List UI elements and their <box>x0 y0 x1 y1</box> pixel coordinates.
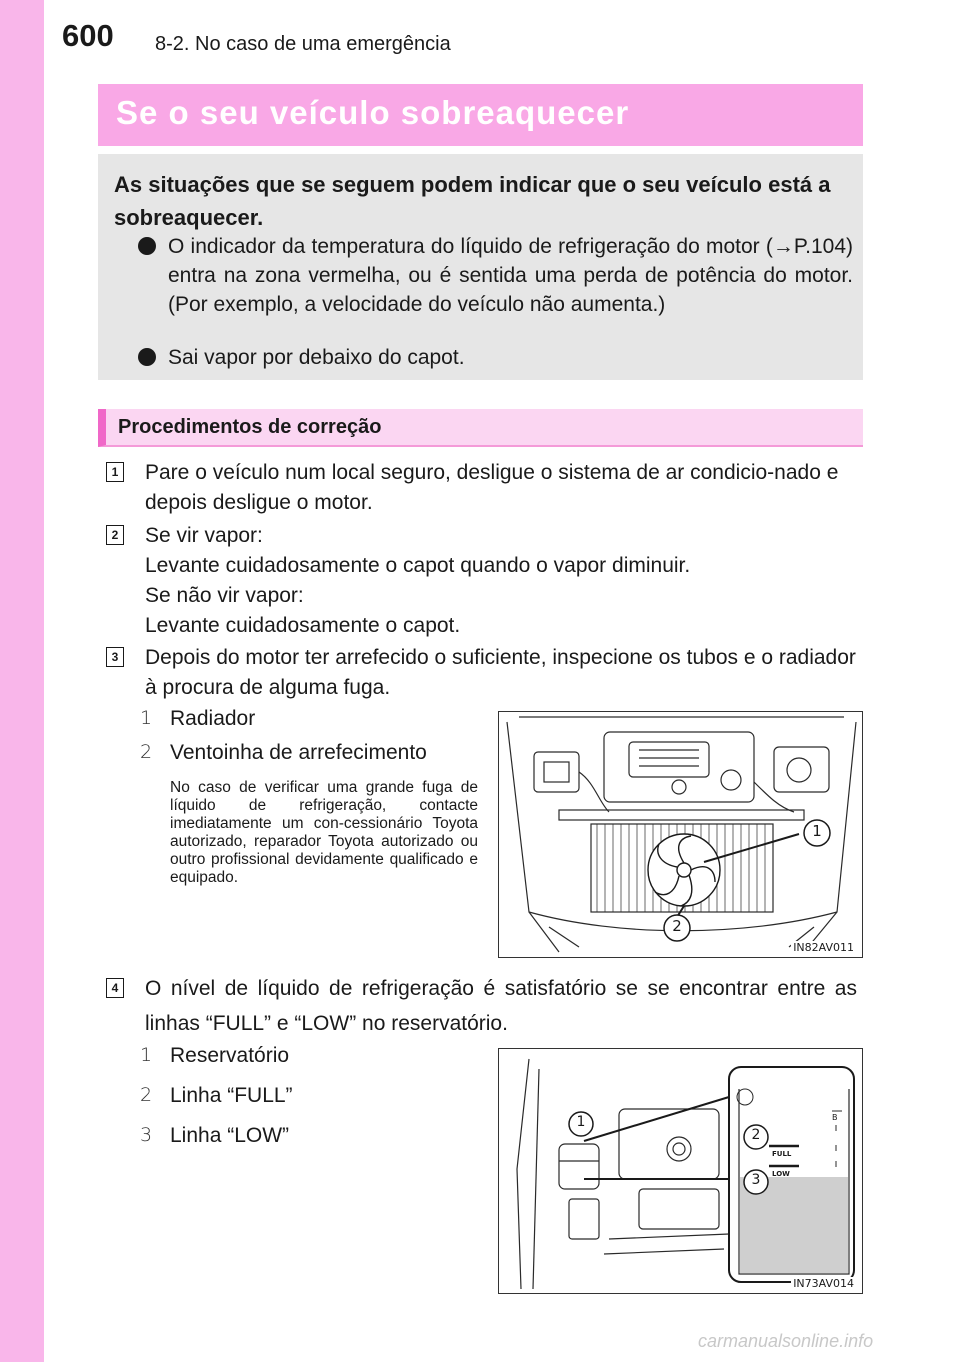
bullet-text: O indicador da temperatura do líquido de refrigeração do motor (→P.104) entra na zona vermelha, ou é sentida uma perda de potência do motor. (Por exemplo, a velocidade do veículo não aumenta.) <box>168 235 853 316</box>
procedures-heading: Procedimentos de correção <box>118 416 382 438</box>
title-bar <box>98 84 863 146</box>
info-bullet <box>138 343 853 372</box>
step-badge: 4 <box>106 978 124 998</box>
step-1-text: Pare o veículo num local seguro, desligue o sistema de ar condicio-nado e depois desligue o motor. <box>145 461 839 514</box>
callout-number: 2 <box>672 917 682 935</box>
step-2-line: Se não vir vapor: <box>145 584 304 607</box>
step-badge: 2 <box>106 525 124 545</box>
step-badge: 3 <box>106 647 124 667</box>
callout-number: 1 <box>576 1114 586 1130</box>
item-label: Linha “FULL” <box>170 1084 293 1107</box>
item-number: 1 <box>140 1044 153 1066</box>
item-label: Linha “LOW” <box>170 1124 290 1147</box>
full-line-label: FULL <box>772 1150 792 1158</box>
item-label: Ventoinha de arrefecimento <box>170 741 427 764</box>
warning-note: No caso de verificar uma grande fuga de líquido de refrigeração, contacte imediatamente um con-cessionário Toyota autorizado, reparador Toyota autorizado ou outro profissional devidamente qualificado e equipado. <box>170 779 478 886</box>
info-box <box>98 154 863 380</box>
side-tab-bar <box>0 0 44 1362</box>
info-bullet <box>138 232 853 319</box>
reservoir-illustration <box>498 1048 863 1294</box>
procedures-heading-bar <box>98 409 863 447</box>
page-title: Se o seu veículo sobreaquecer <box>116 94 630 131</box>
figure-code: IN73AV014 <box>793 1277 854 1290</box>
item-number: 2 <box>140 1084 153 1106</box>
step-2-line: Levante cuidadosamente o capot. <box>145 614 461 637</box>
section-label: 8-2. No caso de uma emergência <box>155 33 451 55</box>
page-number: 600 <box>62 18 114 53</box>
step-2-line: Se vir vapor: <box>145 524 263 547</box>
item-number: 1 <box>140 707 153 729</box>
bullet-icon <box>138 348 156 366</box>
step-4-text: O nível de líquido de refrigeração é satisfatório se se encontrar entre as linhas “FULL” e “LOW” no reservatório. <box>145 977 857 1035</box>
item-label: Radiador <box>170 707 256 730</box>
info-heading: As situações que se seguem podem indicar que o seu veículo está a sobreaquecer. <box>114 172 831 230</box>
bullet-text: Sai vapor por debaixo do capot. <box>168 346 465 369</box>
reservoir-drawing <box>499 1049 863 1294</box>
step-3-text: Depois do motor ter arrefecido o suficiente, inspecione os tubos e o radiador à procura de alguma fuga. <box>145 646 856 699</box>
step-badge: 1 <box>106 462 124 482</box>
item-label: Reservatório <box>170 1044 290 1067</box>
item-number: 3 <box>140 1124 153 1146</box>
callout-number: 2 <box>751 1127 761 1143</box>
engine-bay-illustration <box>498 711 863 958</box>
bullet-icon <box>138 237 156 255</box>
callout-number: 3 <box>751 1172 761 1188</box>
callout-number: 1 <box>812 822 822 840</box>
footer-watermark: carmanualsonline.info <box>698 1331 874 1351</box>
figure-code: IN82AV011 <box>793 941 854 954</box>
step-2-line: Levante cuidadosamente o capot quando o vapor diminuir. <box>145 554 691 577</box>
low-line-label: LOW <box>772 1170 790 1178</box>
b-marking-label: B <box>832 1113 838 1122</box>
item-number: 2 <box>140 741 153 763</box>
